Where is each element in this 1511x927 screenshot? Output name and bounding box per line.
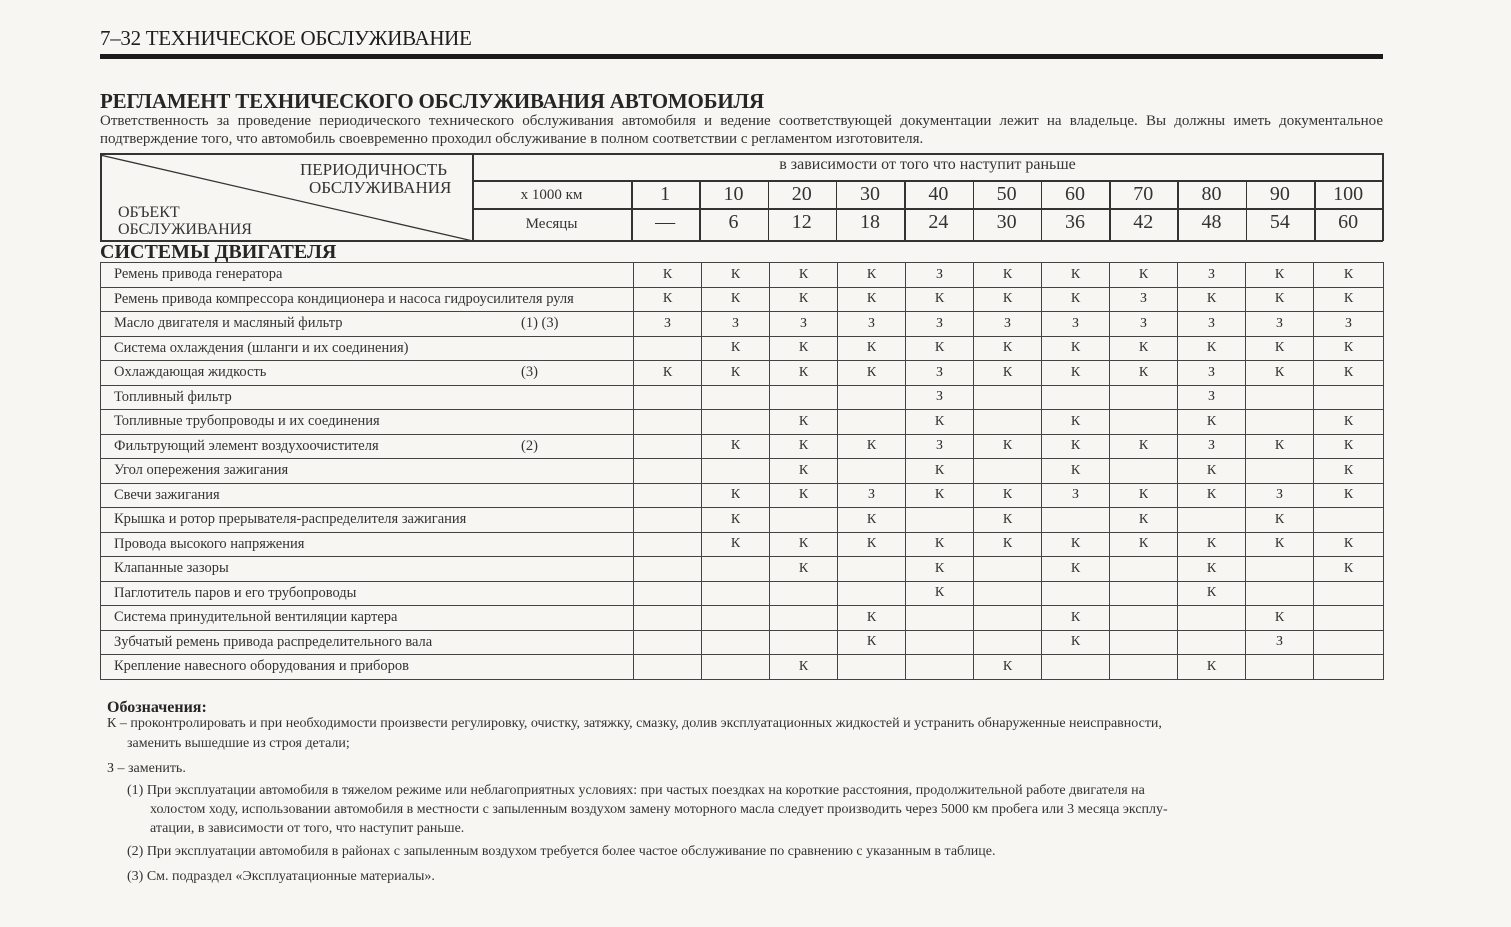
service-cell: К: [702, 287, 770, 312]
service-cell: З: [906, 434, 974, 459]
service-cell: [838, 581, 906, 606]
table-row: [101, 557, 1384, 582]
service-cell: К: [838, 287, 906, 312]
service-cell: К: [1314, 459, 1384, 484]
km-value: 1: [660, 183, 671, 205]
service-cell: З: [1178, 312, 1246, 337]
months-value: 54: [1269, 211, 1290, 233]
months-value: —: [655, 211, 676, 233]
service-cell: К: [838, 434, 906, 459]
row-label-cell: [101, 655, 634, 680]
service-cell: К: [702, 532, 770, 557]
service-cell: [1314, 508, 1384, 533]
row-label: Топливные трубопроводы и их соединения: [114, 413, 380, 430]
service-cell: К: [838, 630, 906, 655]
service-cell: К: [702, 483, 770, 508]
service-cell: [634, 508, 702, 533]
service-cell: З: [906, 361, 974, 386]
months-value: 6: [728, 211, 739, 233]
service-cell: [702, 606, 770, 631]
service-cell: К: [838, 336, 906, 361]
service-cell: [770, 581, 838, 606]
service-cell: [770, 385, 838, 410]
object-label-2: ОБСЛУЖИВАНИЯ: [118, 221, 252, 238]
service-cell: [1110, 606, 1178, 631]
km-value: 30: [860, 183, 881, 205]
service-cell: [634, 459, 702, 484]
service-cell: [974, 385, 1042, 410]
footnote-2: (2) При эксплуатации автомобиля в районах с запыленным воздухом требуется более частое обслуживание по сравнению с указанным в таблице.: [127, 844, 996, 859]
legend-k-cont: заменить вышедшие из строя детали;: [127, 736, 350, 751]
service-cell: З: [702, 312, 770, 337]
row-label: Ремень привода генератора: [114, 266, 283, 283]
page-title: РЕГЛАМЕНТ ТЕХНИЧЕСКОГО ОБСЛУЖИВАНИЯ АВТОМОБИЛЯ: [100, 89, 764, 113]
service-cell: К: [702, 434, 770, 459]
service-cell: К: [770, 361, 838, 386]
service-cell: К: [1178, 459, 1246, 484]
service-cell: К: [974, 508, 1042, 533]
service-cell: [702, 655, 770, 680]
section-title: СИСТЕМЫ ДВИГАТЕЛЯ: [100, 241, 337, 263]
row-label: Охлаждающая жидкость: [114, 364, 267, 381]
row-label-cell: [101, 606, 634, 631]
intro-paragraph: Ответственность за проведение периодического технического обслуживания автомобиля и ведение соответствующей документации лежит на владельце. Вы должны иметь документальное подтверждение того, что автомобиль своевременно проходил обслуживание в полном соответствии с регламентом изготовителя.: [100, 113, 1383, 147]
service-cell: К: [906, 532, 974, 557]
service-cell: К: [1246, 532, 1314, 557]
service-cell: К: [1178, 655, 1246, 680]
service-cell: [634, 385, 702, 410]
service-cell: [838, 459, 906, 484]
service-cell: К: [1314, 287, 1384, 312]
service-cell: К: [906, 336, 974, 361]
table-row: [101, 336, 1384, 361]
table-row: [101, 434, 1384, 459]
service-cell: К: [906, 410, 974, 435]
service-cell: К: [1314, 532, 1384, 557]
service-cell: [1246, 410, 1314, 435]
service-cell: К: [702, 263, 770, 288]
service-cell: К: [838, 361, 906, 386]
service-cell: К: [974, 655, 1042, 680]
service-cell: [634, 410, 702, 435]
service-cell: [770, 508, 838, 533]
service-cell: К: [1314, 557, 1384, 582]
service-cell: К: [1042, 606, 1110, 631]
periodicity-label: ПЕРИОДИЧНОСТЬ: [300, 160, 447, 179]
row-label: Провода высокого напряжения: [114, 535, 305, 552]
service-cell: [1042, 655, 1110, 680]
service-cell: К: [702, 336, 770, 361]
service-cell: К: [1110, 483, 1178, 508]
service-cell: К: [1110, 263, 1178, 288]
service-cell: [974, 606, 1042, 631]
service-cell: [1042, 385, 1110, 410]
row-label-cell: [101, 508, 634, 533]
service-cell: К: [1042, 287, 1110, 312]
service-cell: К: [770, 532, 838, 557]
service-cell: З: [1246, 312, 1314, 337]
footnote-1: (1) При эксплуатации автомобиля в тяжелом режиме или неблагоприятных условиях: при частых поездках на короткие расстояния, продолжительной работе двигателя на: [127, 783, 1145, 798]
service-cell: [1246, 655, 1314, 680]
service-cell: К: [906, 581, 974, 606]
service-cell: К: [1246, 336, 1314, 361]
service-cell: [974, 630, 1042, 655]
service-cell: [1178, 606, 1246, 631]
service-cell: [634, 557, 702, 582]
service-cell: К: [838, 263, 906, 288]
table-row: [101, 581, 1384, 606]
service-cell: З: [1246, 630, 1314, 655]
service-cell: [1110, 655, 1178, 680]
service-cell: З: [906, 312, 974, 337]
service-cell: З: [838, 483, 906, 508]
legend-title: Обозначения:: [107, 699, 207, 716]
service-cell: К: [770, 459, 838, 484]
service-cell: З: [1178, 385, 1246, 410]
row-label: Клапанные зазоры: [114, 560, 229, 577]
service-cell: К: [906, 459, 974, 484]
service-cell: [634, 655, 702, 680]
row-label: Зубчатый ремень привода распределительного вала: [114, 633, 433, 650]
row-label: Свечи зажигания: [114, 486, 220, 503]
km-value: 10: [723, 183, 744, 205]
footnote-1-end: атации, в зависимости от того, что наступит раньше.: [150, 821, 465, 836]
service-cell: К: [770, 336, 838, 361]
service-label: ОБСЛУЖИВАНИЯ: [309, 178, 452, 197]
service-cell: К: [838, 508, 906, 533]
row-label-cell: [101, 630, 634, 655]
service-cell: К: [1178, 532, 1246, 557]
service-cell: К: [1110, 336, 1178, 361]
row-label-cell: [101, 532, 634, 557]
service-cell: К: [634, 263, 702, 288]
service-cell: З: [1042, 483, 1110, 508]
service-cell: К: [1178, 557, 1246, 582]
service-cell: [634, 483, 702, 508]
service-cell: [634, 434, 702, 459]
service-cell: [1246, 557, 1314, 582]
service-cell: К: [838, 606, 906, 631]
service-cell: [1246, 581, 1314, 606]
service-cell: К: [770, 410, 838, 435]
km-label: x 1000 км: [520, 187, 583, 203]
service-cell: К: [1042, 459, 1110, 484]
service-cell: К: [1110, 361, 1178, 386]
service-cell: З: [1110, 287, 1178, 312]
service-cell: К: [1042, 630, 1110, 655]
service-cell: [838, 385, 906, 410]
row-label-cell: [101, 410, 634, 435]
row-label-cell: [101, 557, 634, 582]
table-row: [101, 630, 1384, 655]
row-label: Масло двигателя и масляный фильтр: [114, 315, 343, 332]
km-value: 90: [1269, 183, 1290, 205]
service-cell: К: [1178, 581, 1246, 606]
service-cell: [1110, 385, 1178, 410]
service-cell: К: [1246, 263, 1314, 288]
table-row: [101, 508, 1384, 533]
months-value: 24: [928, 211, 949, 233]
service-cell: [1314, 581, 1384, 606]
service-cell: К: [1042, 434, 1110, 459]
service-cell: [1178, 630, 1246, 655]
service-cell: [702, 410, 770, 435]
object-label: ОБЪЕКТ: [118, 204, 180, 221]
service-cell: З: [1246, 483, 1314, 508]
service-cell: К: [1246, 508, 1314, 533]
service-cell: К: [974, 287, 1042, 312]
page-header: 7–32 ТЕХНИЧЕСКОЕ ОБСЛУЖИВАНИЕ: [100, 26, 472, 50]
footnote-3: (3) См. подраздел «Эксплуатационные материалы».: [127, 869, 435, 884]
service-cell: [974, 459, 1042, 484]
footnote-1-cont: холостом ходу, использовании автомобиля в местности с запыленным воздухом замену моторного масла следует производить через 5000 км пробега или 3 месяца эксплу-: [150, 802, 1168, 817]
km-value: 50: [996, 183, 1017, 205]
service-cell: [906, 655, 974, 680]
table-row: [101, 312, 1384, 337]
row-label-cell: [101, 336, 634, 361]
legend-z: З – заменить.: [107, 761, 186, 776]
service-cell: [1246, 385, 1314, 410]
service-cell: К: [1110, 532, 1178, 557]
service-cell: З: [906, 385, 974, 410]
table-row: [101, 410, 1384, 435]
table-row: [101, 655, 1384, 680]
service-cell: К: [1042, 336, 1110, 361]
service-cell: К: [702, 361, 770, 386]
service-cell: З: [906, 263, 974, 288]
service-cell: К: [770, 287, 838, 312]
service-cell: К: [1178, 336, 1246, 361]
service-cell: [1042, 508, 1110, 533]
row-label-cell: [101, 287, 634, 312]
service-cell: [702, 630, 770, 655]
header-rule: [100, 54, 1383, 59]
whichever-first-label: в зависимости от того что наступит раньше: [779, 156, 1076, 173]
row-label: Фильтрующий элемент воздухоочистителя: [114, 437, 379, 454]
service-cell: З: [1110, 312, 1178, 337]
service-cell: К: [1314, 483, 1384, 508]
legend-k: К – проконтролировать и при необходимости произвести регулировку, очистку, затяжку, смазку, долив эксплуатационных жидкостей и устранить обнаруженные неисправности,: [107, 716, 1162, 731]
service-cell: З: [974, 312, 1042, 337]
row-label-cell: [101, 361, 634, 386]
service-cell: [634, 581, 702, 606]
service-cell: К: [770, 263, 838, 288]
service-cell: К: [1042, 361, 1110, 386]
service-cell: [770, 606, 838, 631]
row-label-cell: [101, 459, 634, 484]
service-cell: К: [906, 287, 974, 312]
service-cell: К: [1246, 287, 1314, 312]
row-label: Крепление навесного оборудования и приборов: [114, 658, 409, 675]
months-value: 60: [1338, 211, 1359, 233]
service-cell: [634, 606, 702, 631]
service-cell: К: [974, 434, 1042, 459]
km-value: 80: [1201, 183, 1222, 205]
service-cell: К: [838, 532, 906, 557]
table-row: [101, 361, 1384, 386]
service-cell: К: [770, 434, 838, 459]
service-cell: [838, 410, 906, 435]
service-cell: [906, 508, 974, 533]
row-label: Система охлаждения (шланги и их соединения): [114, 339, 409, 356]
months-value: 48: [1201, 211, 1222, 233]
service-cell: К: [906, 483, 974, 508]
service-cell: З: [1314, 312, 1384, 337]
service-cell: К: [974, 361, 1042, 386]
row-label-cell: [101, 483, 634, 508]
service-cell: К: [974, 532, 1042, 557]
service-cell: К: [702, 508, 770, 533]
service-cell: [906, 630, 974, 655]
service-cell: З: [838, 312, 906, 337]
service-cell: К: [1042, 532, 1110, 557]
service-cell: [1110, 459, 1178, 484]
service-cell: З: [1178, 263, 1246, 288]
service-cell: К: [974, 336, 1042, 361]
row-footnote-ref: (2): [521, 437, 538, 454]
service-cell: К: [974, 483, 1042, 508]
km-value: 100: [1333, 183, 1364, 205]
service-cell: К: [1314, 263, 1384, 288]
service-cell: [1110, 581, 1178, 606]
row-footnote-ref: (3): [521, 364, 538, 380]
service-cell: К: [770, 557, 838, 582]
service-cell: [906, 606, 974, 631]
service-cell: [974, 557, 1042, 582]
service-cell: З: [770, 312, 838, 337]
months-value: 12: [791, 211, 812, 233]
service-cell: К: [1246, 434, 1314, 459]
row-label-cell: [101, 385, 634, 410]
service-cell: [1314, 630, 1384, 655]
service-cell: К: [1178, 410, 1246, 435]
service-cell: [838, 557, 906, 582]
service-cell: [702, 581, 770, 606]
service-cell: [1314, 385, 1384, 410]
table-row: [101, 606, 1384, 631]
service-cell: З: [1042, 312, 1110, 337]
months-value: 18: [860, 211, 881, 233]
table-row: [101, 483, 1384, 508]
service-cell: К: [770, 483, 838, 508]
service-cell: К: [1178, 287, 1246, 312]
service-cell: [1042, 581, 1110, 606]
table-row: [101, 532, 1384, 557]
service-cell: К: [1314, 336, 1384, 361]
row-label: Крышка и ротор прерывателя-распределителя зажигания: [114, 511, 467, 528]
service-cell: К: [634, 287, 702, 312]
service-cell: [634, 336, 702, 361]
service-cell: [702, 557, 770, 582]
row-label-cell: [101, 434, 634, 459]
row-label-cell: [101, 581, 634, 606]
service-cell: К: [634, 361, 702, 386]
service-cell: [1110, 557, 1178, 582]
service-cell: [634, 532, 702, 557]
km-value: 40: [928, 183, 949, 205]
months-label: Месяцы: [525, 216, 578, 232]
months-value: 36: [1064, 211, 1085, 233]
row-label-cell: [101, 312, 634, 337]
km-value: 20: [791, 183, 812, 205]
table-row: [101, 385, 1384, 410]
service-cell: [974, 581, 1042, 606]
months-value: 30: [996, 211, 1017, 233]
service-cell: [1246, 459, 1314, 484]
table-row: [101, 263, 1384, 288]
row-label: Ремень привода компрессора кондиционера и насоса гидроусилителя руля: [114, 290, 574, 307]
service-cell: [702, 385, 770, 410]
service-cell: К: [1042, 263, 1110, 288]
row-footnote-ref: (1) (3): [521, 315, 559, 331]
service-cell: З: [634, 312, 702, 337]
service-cell: [1314, 606, 1384, 631]
service-cell: К: [1246, 606, 1314, 631]
service-cell: К: [1042, 410, 1110, 435]
service-cell: К: [770, 655, 838, 680]
km-value: 70: [1133, 183, 1154, 205]
table-row: [101, 287, 1384, 312]
service-cell: К: [906, 557, 974, 582]
service-cell: [1110, 410, 1178, 435]
service-cell: З: [1178, 361, 1246, 386]
service-cell: [838, 655, 906, 680]
row-label-cell: [101, 263, 634, 288]
service-cell: [1178, 508, 1246, 533]
service-cell: К: [1246, 361, 1314, 386]
service-cell: К: [1314, 410, 1384, 435]
service-cell: К: [1110, 508, 1178, 533]
km-value: 60: [1064, 183, 1085, 205]
service-cell: К: [1042, 557, 1110, 582]
service-cell: К: [1314, 361, 1384, 386]
service-cell: [770, 630, 838, 655]
months-value: 42: [1133, 211, 1154, 233]
table-row: [101, 459, 1384, 484]
service-cell: [634, 630, 702, 655]
service-cell: [702, 459, 770, 484]
service-cell: [974, 410, 1042, 435]
service-cell: К: [1178, 483, 1246, 508]
service-cell: [1314, 655, 1384, 680]
service-cell: К: [1110, 434, 1178, 459]
service-cell: К: [1314, 434, 1384, 459]
row-label: Система принудительной вентиляции картера: [114, 609, 398, 626]
service-cell: З: [1178, 434, 1246, 459]
service-cell: К: [974, 263, 1042, 288]
row-label: Топливный фильтр: [114, 388, 232, 405]
maintenance-table: [100, 262, 1384, 680]
service-cell: [1110, 630, 1178, 655]
row-label: Паглотитель паров и его трубопроводы: [114, 584, 357, 601]
row-label: Угол опережения зажигания: [114, 462, 289, 479]
